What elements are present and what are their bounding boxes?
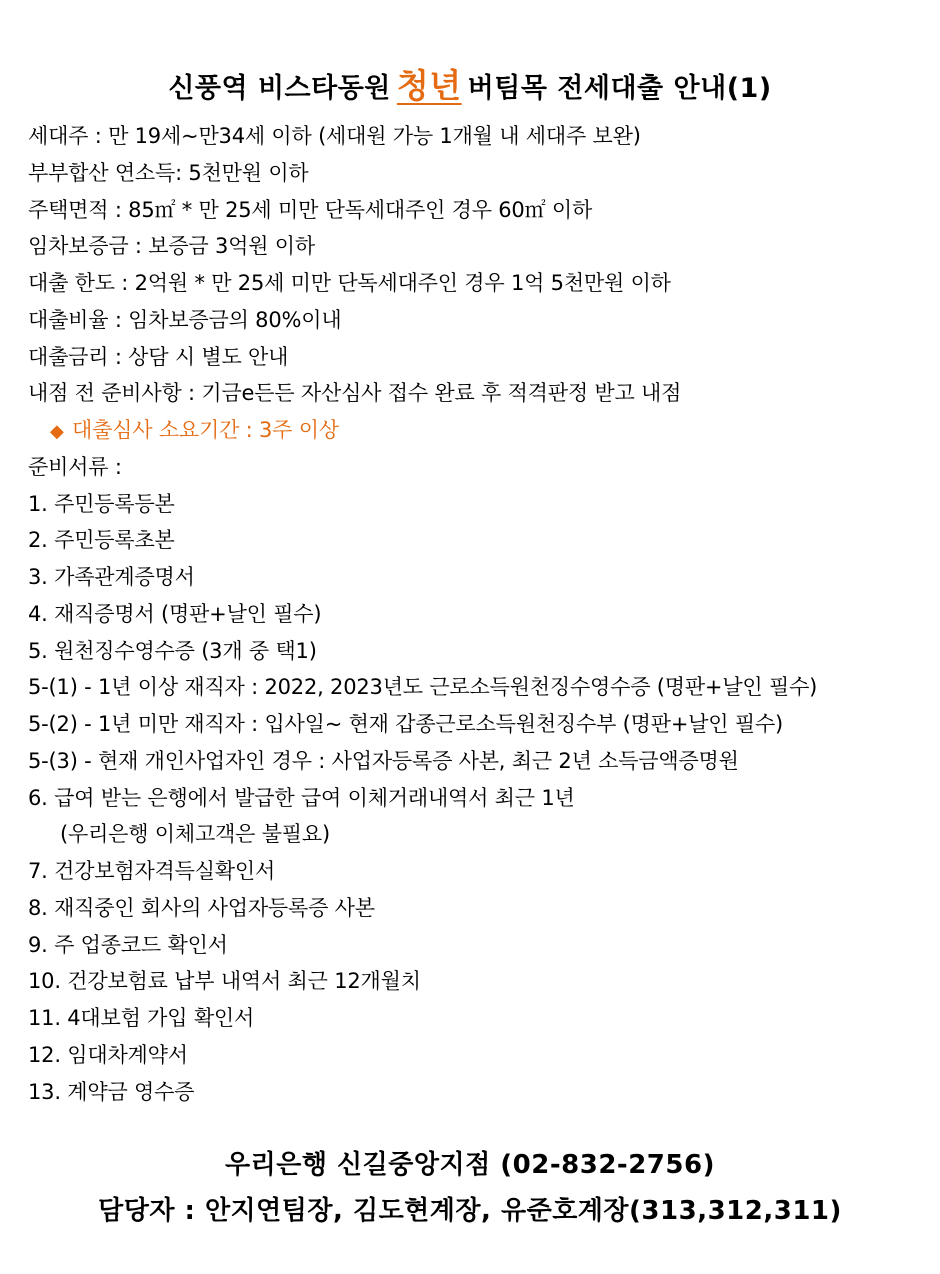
- condition-loan-limit: 대출 한도 : 2억원 * 만 25세 미만 단독세대주인 경우 1억 5천만원 이하: [28, 271, 671, 295]
- document-subitem: 5-(1) - 1년 이상 재직자 : 2022, 2023년도 근로소득원천징수영수증 (명판+날인 필수): [28, 675, 818, 700]
- document-item: 8. 재직중인 회사의 사업자등록증 사본: [28, 895, 375, 920]
- document-item: 10. 건강보험료 납부 내역서 최근 12개월치: [28, 969, 421, 994]
- condition-deposit: 임차보증금 : 보증금 3억원 이하: [28, 234, 315, 259]
- document-item: 9. 주 업종코드 확인서: [28, 932, 228, 957]
- document-item: 11. 4대보험 가입 확인서: [28, 1006, 255, 1030]
- document-item: 12. 임대차계약서: [28, 1042, 188, 1067]
- title-accent: 청년: [396, 66, 462, 105]
- document-item: 4. 재직증명서 (명판+날인 필수): [28, 601, 322, 626]
- condition-loan-ratio: 대출비율 : 임차보증금의 80%이내: [28, 307, 342, 332]
- document-item: 5. 원천징수영수증 (3개 중 택1): [28, 638, 317, 663]
- document-item: 13. 계약금 영수증: [28, 1079, 195, 1104]
- title-prefix: 신풍역 비스타동원: [168, 73, 391, 104]
- document-item: 3. 가족관계증명서: [28, 565, 195, 589]
- document-item: 2. 주민등록초본: [28, 528, 175, 553]
- condition-income: 부부합산 연소득: 5천만원 이하: [28, 160, 309, 185]
- page-title: [0, 58, 940, 117]
- condition-preparation: 내점 전 준비사항 : 기금e든든 자산심사 접수 완료 후 적격판정 받고 내점: [28, 381, 682, 406]
- condition-interest-rate: 대출금리 : 상담 시 별도 안내: [28, 344, 289, 369]
- content-body: [28, 118, 933, 1110]
- condition-house-area: 주택면적 : 85㎡ * 만 25세 미만 단독세대주인 경우 60㎡ 이하: [28, 197, 593, 222]
- document-subitem: 5-(2) - 1년 미만 재직자 : 입사일~ 현재 갑종근로소득원천징수부 (명판+날인 필수): [28, 712, 784, 736]
- document-subitem: 5-(3) - 현재 개인사업자인 경우 : 사업자등록증 사본, 최근 2년 소득금액증명원: [28, 748, 739, 773]
- documents-heading: 준비서류 :: [28, 454, 122, 479]
- condition-head-of-household: 세대주 : 만 19세~만34세 이하 (세대원 가능 1개월 내 세대주 보완): [28, 124, 641, 148]
- title-suffix: 버팀목 전세대출 안내(1): [467, 73, 772, 104]
- review-period-notice: [28, 412, 933, 449]
- contact-info: 담당자 : 안지연팀장, 김도현계장, 유준호계장(313,312,311): [98, 1196, 842, 1226]
- branch-info: 우리은행 신길중앙지점 (02-832-2756): [225, 1150, 715, 1180]
- document-item: 1. 주민등록등본: [28, 491, 175, 516]
- document-item: 7. 건강보험자격득실확인서: [28, 859, 276, 883]
- review-period-text: 대출심사 소요기간 : 3주 이상: [72, 418, 339, 442]
- document-item: 6. 급여 받는 은행에서 발급한 급여 이체거래내역서 최근 1년: [28, 785, 575, 810]
- diamond-icon: ◆: [50, 421, 64, 442]
- document-item-note: (우리은행 이체고객은 불필요): [60, 822, 330, 847]
